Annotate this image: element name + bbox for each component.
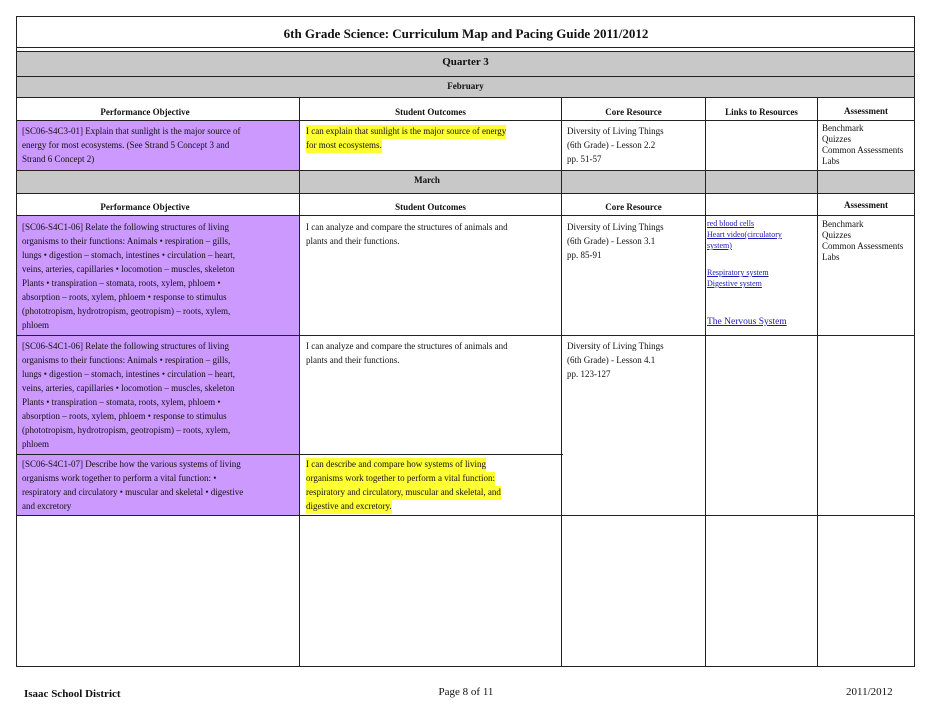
quarter-label: Quarter 3 (442, 56, 489, 68)
mar2-objective-line-4: veins, arteries, capillaries • locomotion – muscles, skeleton (22, 383, 235, 393)
footer-year: 2011/2012 (846, 686, 893, 698)
header-student-outcomes-2: Student Outcomes (395, 202, 466, 212)
mar2-resource-line-1: Diversity of Living Things (567, 341, 664, 351)
mar3-objective-line-2: organisms work together to perform a vital function: • (22, 473, 217, 483)
header-assessment-2: Assessment (844, 200, 888, 210)
mar2-objective-line-8: phloem (22, 439, 49, 449)
mar2-objective-line-6: absorption – roots, xylem, phloem • response to stimulus (22, 411, 227, 421)
mar2-outcome-line-1: I can analyze and compare the structures of animals and (306, 341, 508, 351)
mar2-objective-line-2: organisms to their functions: Animals • respiration – gills, (22, 355, 231, 365)
footer-district: Isaac School District (24, 688, 121, 700)
feb-assessment-1: Benchmark (822, 123, 864, 133)
mar1-assessment-3: Common Assessments (822, 241, 904, 251)
mar1-resource-line-3: pp. 85-91 (567, 250, 602, 260)
mar1-outcome-line-2: plants and their functions. (306, 236, 400, 246)
feb-objective-line-3: Strand 6 Concept 2) (22, 154, 95, 164)
header-links-to-resources: Links to Resources (725, 107, 798, 117)
mar2-objective-line-3: lungs • digestion – stomach, intestines • circulation – heart, (22, 369, 236, 379)
link-nervous-system[interactable]: The Nervous System (707, 317, 787, 327)
feb-objective-line-2: energy for most ecosystems. (See Strand 5 Concept 3 and (22, 140, 230, 150)
mar1-objective-line-1: [SC06-S4C1-06] Relate the following structures of living (22, 222, 229, 232)
mar3-outcome-line-2: organisms work together to perform a vital function: (306, 472, 495, 486)
mar2-outcome-line-2: plants and their functions. (306, 355, 400, 365)
mar3-objective-line-1: [SC06-S4C1-07] Describe how the various systems of living (22, 459, 241, 469)
mar1-assessment-4: Labs (822, 252, 840, 262)
mar1-objective-line-6: absorption – roots, xylem, phloem • response to stimulus (22, 292, 227, 302)
mar1-resource-line-2: (6th Grade) - Lesson 3.1 (567, 236, 656, 246)
mar1-assessment-2: Quizzes (822, 230, 851, 240)
header-student-outcomes: Student Outcomes (395, 107, 466, 117)
mar1-assessment-1: Benchmark (822, 219, 864, 229)
feb-resource-line-2: (6th Grade) - Lesson 2.2 (567, 140, 656, 150)
mar1-objective-line-7: (phototropism, hydrotropism, geotropism) – roots, xylem, (22, 306, 231, 316)
mar1-outcome-line-1: I can analyze and compare the structures of animals and (306, 222, 508, 232)
header-core-resource-2: Core Resource (605, 202, 662, 212)
feb-outcome-line-2: for most ecosystems. (306, 139, 382, 153)
feb-assessment-2: Quizzes (822, 134, 851, 144)
mar3-outcome-line-3: respiratory and circulatory, muscular and skeletal, and (306, 486, 501, 500)
feb-assessment-3: Common Assessments (822, 145, 904, 155)
mar2-resource-line-3: pp. 123-127 (567, 369, 611, 379)
feb-assessment-4: Labs (822, 156, 840, 166)
header-assessment: Assessment (844, 106, 888, 116)
mar2-objective-line-1: [SC06-S4C1-06] Relate the following structures of living (22, 341, 229, 351)
link-respiratory-system[interactable]: Respiratory system (707, 268, 769, 277)
mar1-objective-line-3: lungs • digestion – stomach, intestines • circulation – heart, (22, 250, 236, 260)
month-label-february: February (447, 81, 484, 91)
page-title: 6th Grade Science: Curriculum Map and Pacing Guide 2011/2012 (283, 26, 649, 41)
mar1-objective-line-2: organisms to their functions: Animals • respiration – gills, (22, 236, 231, 246)
mar2-objective-line-7: (phototropism, hydrotropism, geotropism) – roots, xylem, (22, 425, 231, 435)
mar1-objective-line-8: phloem (22, 320, 49, 330)
header-performance-objective-2: Performance Objective (100, 202, 190, 212)
mar2-resource-line-2: (6th Grade) - Lesson 4.1 (567, 355, 656, 365)
mar2-objective-line-5: Plants • transpiration – stomata, roots, xylem, phloem • (22, 397, 221, 407)
mar3-objective-line-4: and excretory (22, 501, 72, 511)
mar3-outcome-line-1: I can describe and compare how systems of living (306, 458, 486, 472)
mar1-objective-line-5: Plants • transpiration – stomata, roots, xylem, phloem • (22, 278, 221, 288)
month-label-march: March (414, 175, 440, 185)
link-heart-video-line-2[interactable]: system) (707, 241, 732, 250)
link-digestive-system[interactable]: Digestive system (707, 279, 762, 288)
feb-resource-line-1: Diversity of Living Things (567, 126, 664, 136)
feb-outcome-line-1: I can explain that sunlight is the major source of energy (306, 125, 506, 139)
mar1-resource-line-1: Diversity of Living Things (567, 222, 664, 232)
feb-objective-line-1: [SC06-S4C3-01] Explain that sunlight is the major source of (22, 126, 241, 136)
footer-page-number: Page 8 of 11 (438, 686, 494, 698)
mar3-outcome-line-4: digestive and excretory. (306, 500, 392, 514)
header-core-resource: Core Resource (605, 107, 662, 117)
mar1-objective-line-4: veins, arteries, capillaries • locomotion – muscles, skeleton (22, 264, 235, 274)
link-heart-video-line-1[interactable]: Heart video(circulatory (707, 230, 782, 239)
mar3-objective-line-3: respiratory and circulatory • muscular and skeletal • digestive (22, 487, 244, 497)
header-performance-objective: Performance Objective (100, 107, 190, 117)
feb-resource-line-3: pp. 51-57 (567, 154, 602, 164)
link-red-blood-cells[interactable]: red blood cells (707, 219, 755, 228)
